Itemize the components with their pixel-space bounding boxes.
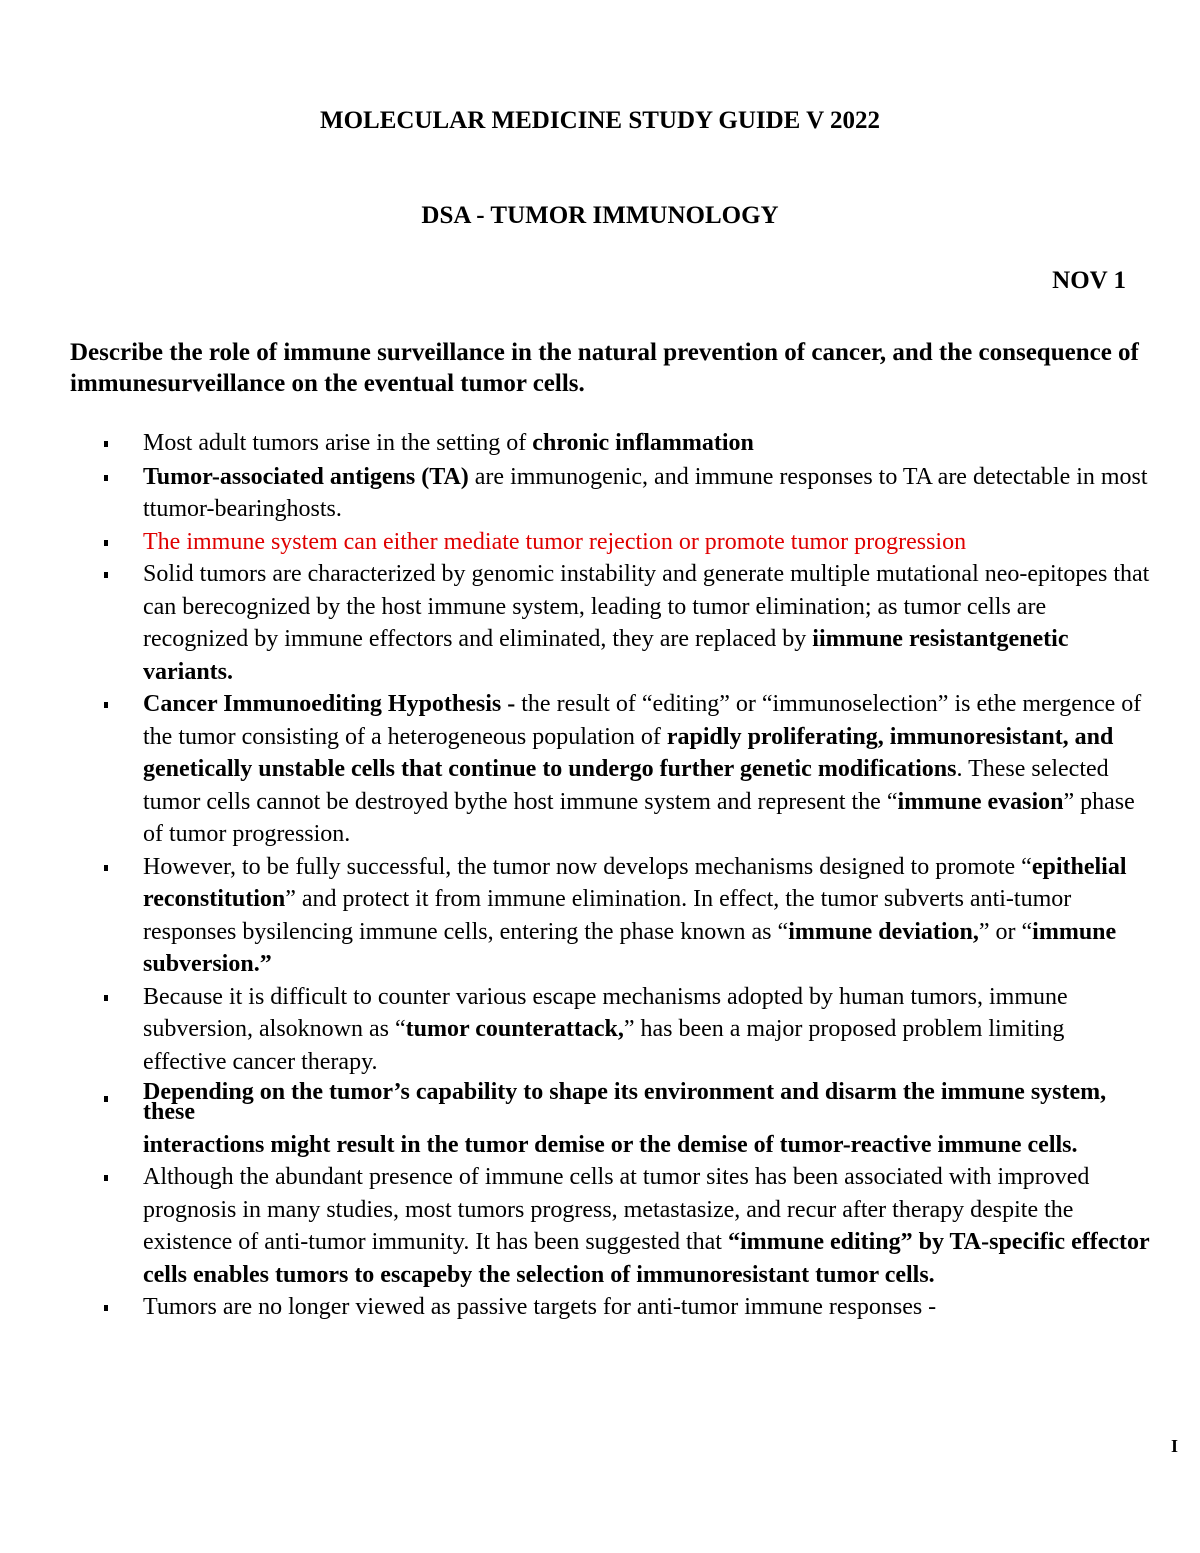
list-item: Depending on the tumor’s capability to shape its environment and disarm the immune system, these interactions might result in the tumor demise or the demise of tumor-reactive immune cells. [0,1078,1200,1161]
bullet-marker-icon [104,441,108,447]
bullet-marker-icon [104,572,108,578]
bullet-marker-icon [104,1096,108,1102]
bullet-marker-icon [104,475,108,481]
bullet-list [0,427,1200,1324]
bullet-marker-icon [104,1305,108,1311]
bullet-marker-icon [104,540,108,546]
list-item: However, to be fully successful, the tumor now develops mechanisms designed to promote “epithelial reconstitution” and protect it from immune elimination. In effect, the tumor subverts anti-tumor responses bysilencing immune cells, entering the phase known as “immune deviation,” or “immune subversion.” [0,851,1200,981]
lecture-date: NOV 1 [1052,267,1126,294]
study-question: Describe the role of immune surveillance in the natural prevention of cancer, and the consequence of immunesurveillance on the eventual tumor cells. [70,339,1139,397]
bullet-marker-icon [104,702,108,708]
list-item [0,526,1200,559]
bullet-marker-icon [104,1175,108,1181]
list-item: Because it is difficult to counter various escape mechanisms adopted by human tumors, immune subversion, alsoknown as “tumor counterattack,” has been a major proposed problem limiting effective cancer therapy. [0,981,1200,1079]
page-number: I [1170,1436,1178,1456]
list-item: Cancer Immunoediting Hypothesis - the result of “editing” or “immunoselection” is ethe mergence of the tumor consisting of a heterogeneous population of rapidly proliferating, immunoresistant, and genetically unstable cells that continue to undergo further genetic modifications. These selected tumor cells cannot be destroyed bythe host immune system and represent the “immune evasion” phase of tumor progression. [0,688,1200,851]
bullet-marker-icon [104,865,108,871]
section-title: DSA - TUMOR IMMUNOLOGY [421,202,779,229]
document-title: MOLECULAR MEDICINE STUDY GUIDE V 2022 [319,107,881,134]
highlighted-statement: The immune system can either mediate tumor rejection or promote tumor progression [143,528,967,555]
list-item: Although the abundant presence of immune cells at tumor sites has been associated with improved prognosis in many studies, most tumors progress, metastasize, and recur after therapy despite the existence of anti-tumor immunity. It has been suggested that “immune editing” by TA-specific effector cells enables tumors to escapeby the selection of immunoresistant tumor cells. [0,1161,1200,1291]
bullet-marker-icon [104,995,108,1001]
list-item: Solid tumors are characterized by genomic instability and generate multiple mutational neo-epitopes that can berecognized by the host immune system, leading to tumor elimination; as tumor cells are recognized by immune effectors and eliminated, they are replaced by iimmune resistantgenetic variants. [0,558,1200,688]
list-item: Tumors are no longer viewed as passive targets for anti-tumor immune responses - [0,1291,1200,1324]
list-item: Most adult tumors arise in the setting of chronic inflammation [0,427,1200,460]
list-item: Tumor-associated antigens (TA) are immunogenic, and immune responses to TA are detectable in most ttumor-bearinghosts. [0,461,1200,526]
